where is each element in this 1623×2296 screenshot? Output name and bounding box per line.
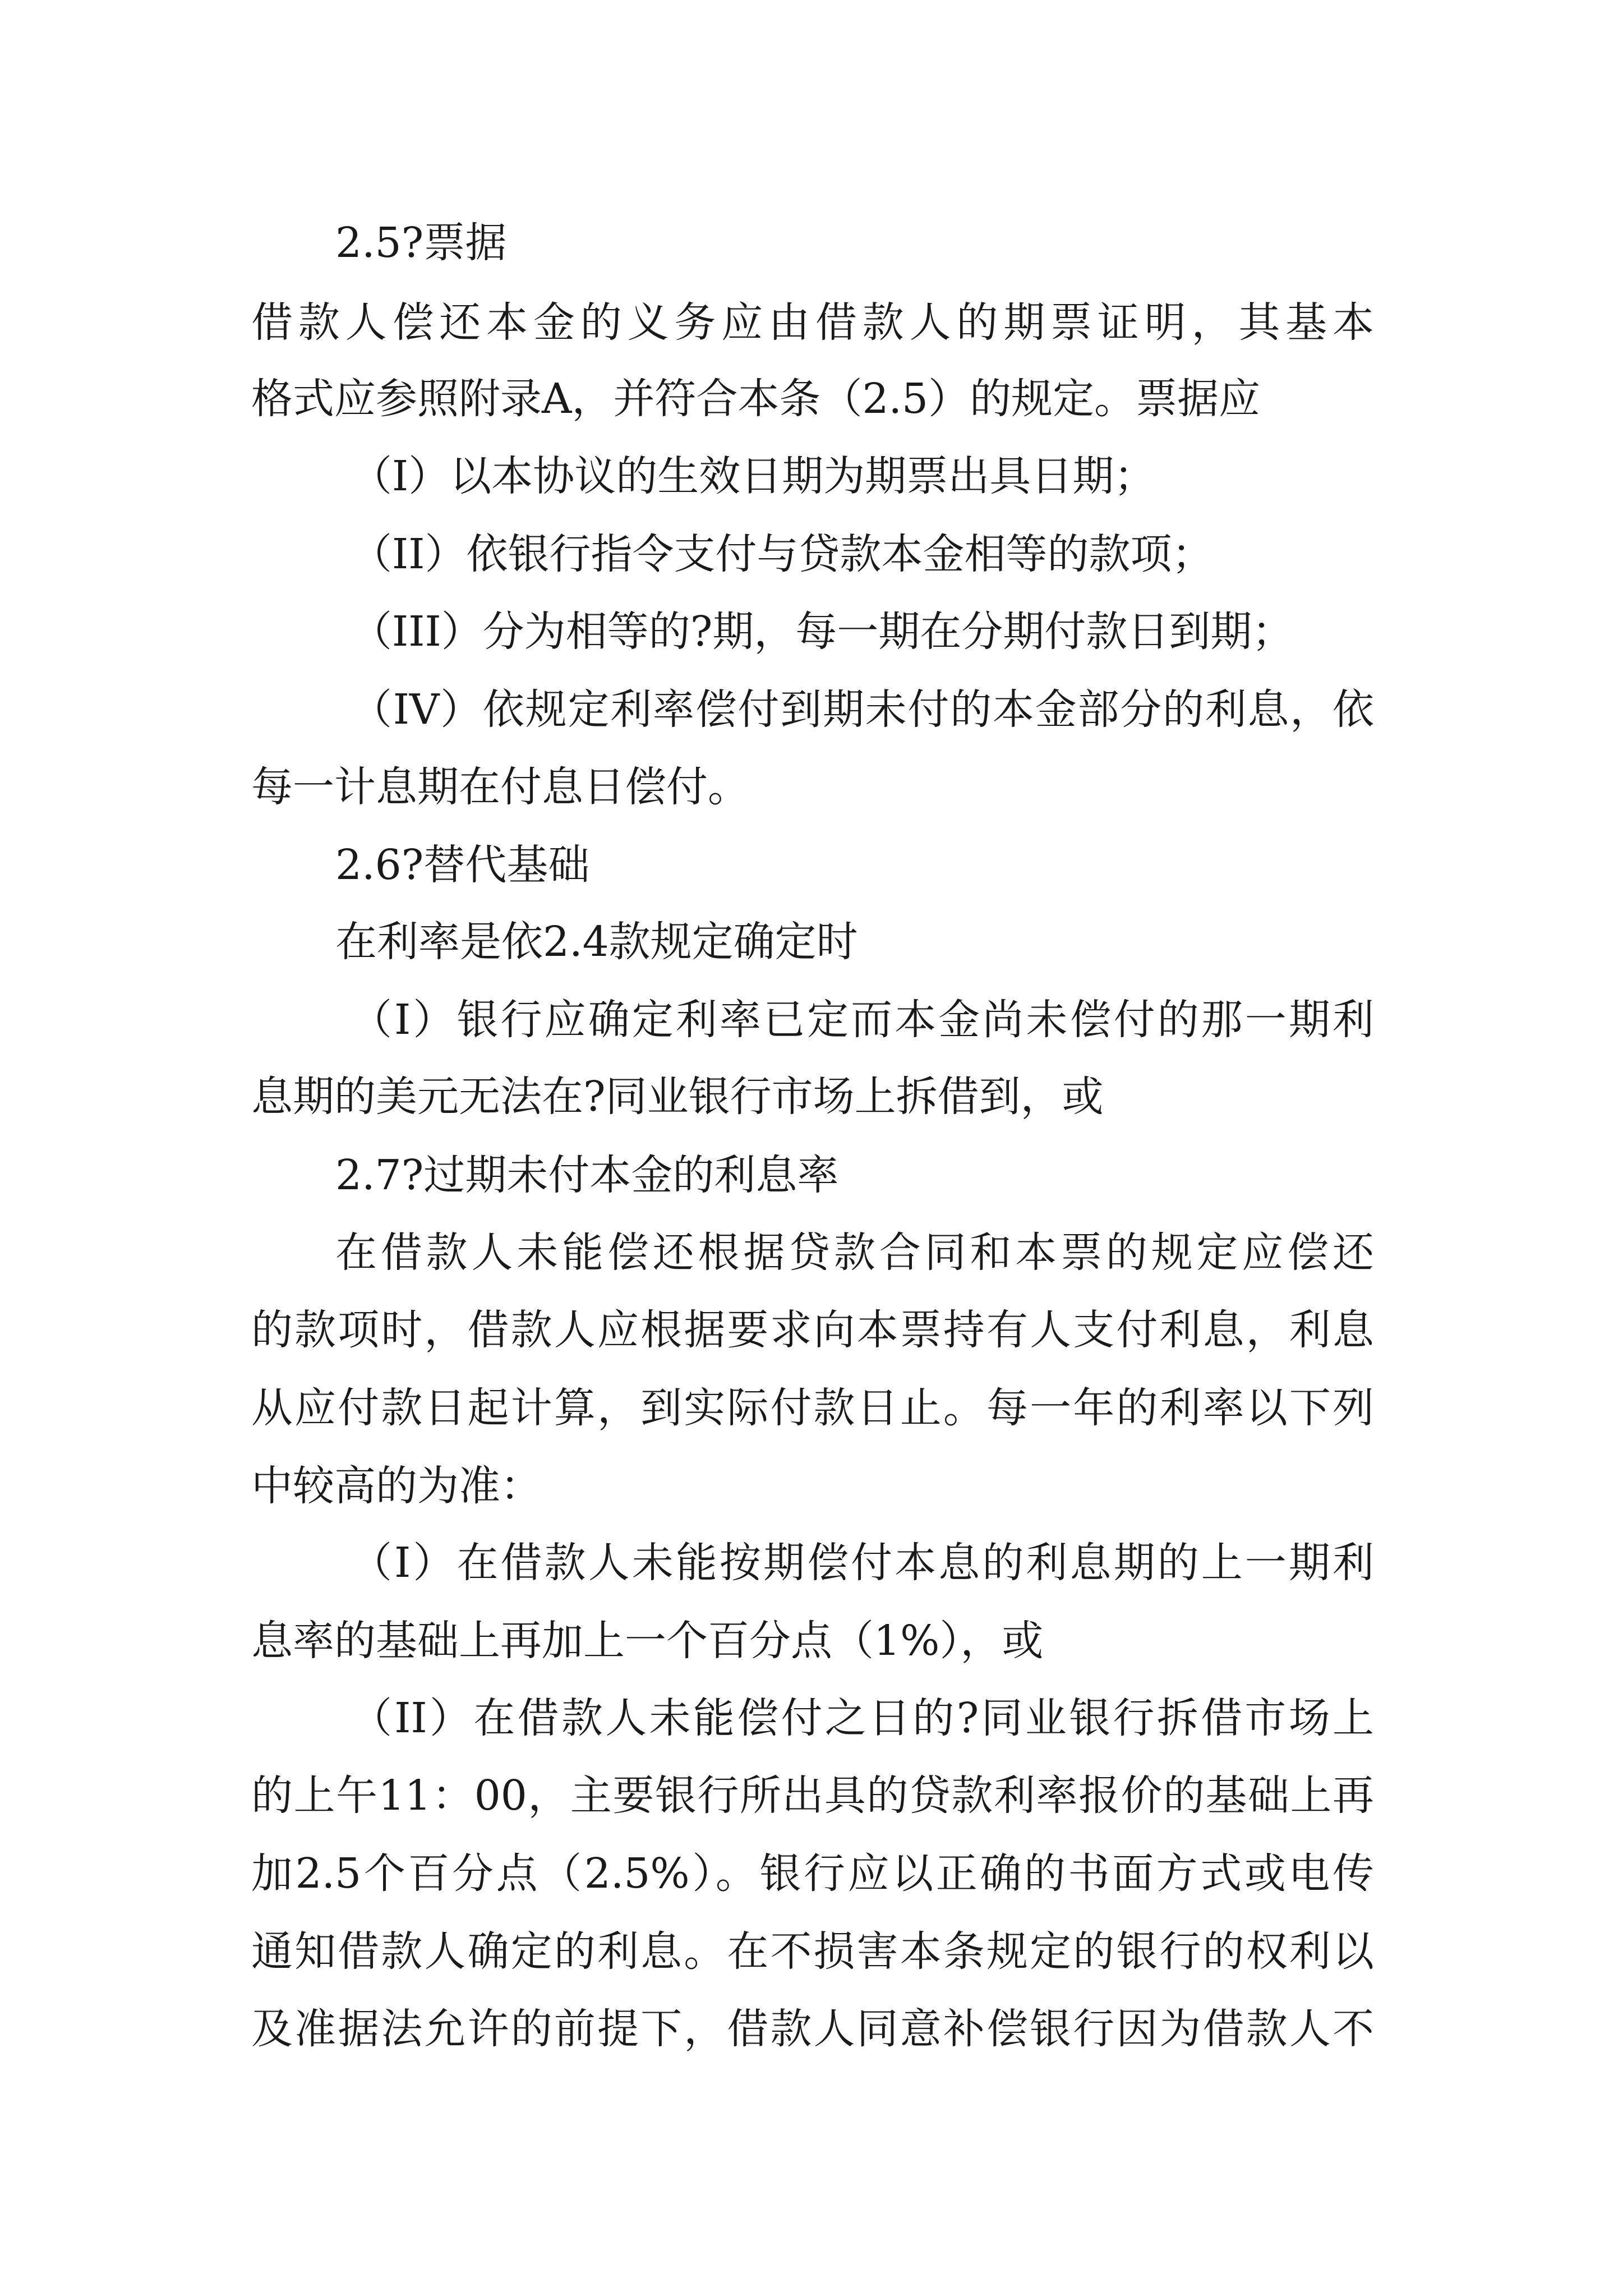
paragraph-line: 在利率是依2.4款规定确定时 [335, 918, 858, 966]
paragraph-line: 息率的基础上再加上一个百分点（1%），或 [251, 1617, 1044, 1665]
paragraph-line: 在借款人未能偿还根据贷款合同和本票的规定应偿还 [335, 1228, 1374, 1277]
paragraph-line: 加2.5个百分点（2.5%）。银行应以正确的书面方式或电传 [251, 1849, 1374, 1898]
paragraph-line: 息期的美元无法在?同业银行市场上拆借到，或 [251, 1073, 1104, 1121]
list-item-iv: （IV）依规定利率偿付到期未付的本金部分的利息，依 [351, 685, 1374, 734]
section-heading-2-7: 2.7?过期未付本金的利息率 [335, 1151, 839, 1199]
paragraph-line: 每一计息期在付息日偿付。 [251, 763, 749, 811]
list-item-iii: （III）分为相等的?期，每一期在分期付款日到期； [351, 608, 1294, 656]
list-item-ii: （II）依银行指令支付与贷款本金相等的款项； [351, 530, 1214, 578]
section-heading-2-5: 2.5?票据 [335, 219, 507, 267]
list-item-ii: （II）在借款人未能偿付之日的?同业银行拆借市场上 [351, 1694, 1374, 1742]
paragraph-line: 通知借款人确定的利息。在不损害本条规定的银行的权利以 [251, 1927, 1374, 1976]
list-item-i: （I）以本协议的生效日期为期票出具日期； [351, 452, 1156, 500]
list-item-i: （I）银行应确定利率已定而本金尚未偿付的那一期利 [351, 996, 1374, 1044]
section-heading-2-6: 2.6?替代基础 [335, 841, 590, 889]
paragraph-line: 中较高的为准： [251, 1462, 542, 1510]
paragraph-line: 借款人偿还本金的义务应由借款人的期票证明，其基本 [251, 298, 1374, 347]
list-item-i: （I）在借款人未能按期偿付本息的利息期的上一期利 [351, 1539, 1374, 1587]
paragraph-line: 的上午11：00，主要银行所出具的贷款利率报价的基础上再 [251, 1772, 1374, 1820]
paragraph-line: 格式应参照附录A，并符合本条（2.5）的规定。票据应 [251, 375, 1261, 423]
paragraph-line: 及准据法允许的前提下，借款人同意补偿银行因为借款人不 [251, 2005, 1374, 2053]
paragraph-line: 的款项时，借款人应根据要求向本票持有人支付利息，利息 [251, 1306, 1374, 1354]
paragraph-line: 从应付款日起计算，到实际付款日止。每一年的利率以下列 [251, 1384, 1374, 1432]
